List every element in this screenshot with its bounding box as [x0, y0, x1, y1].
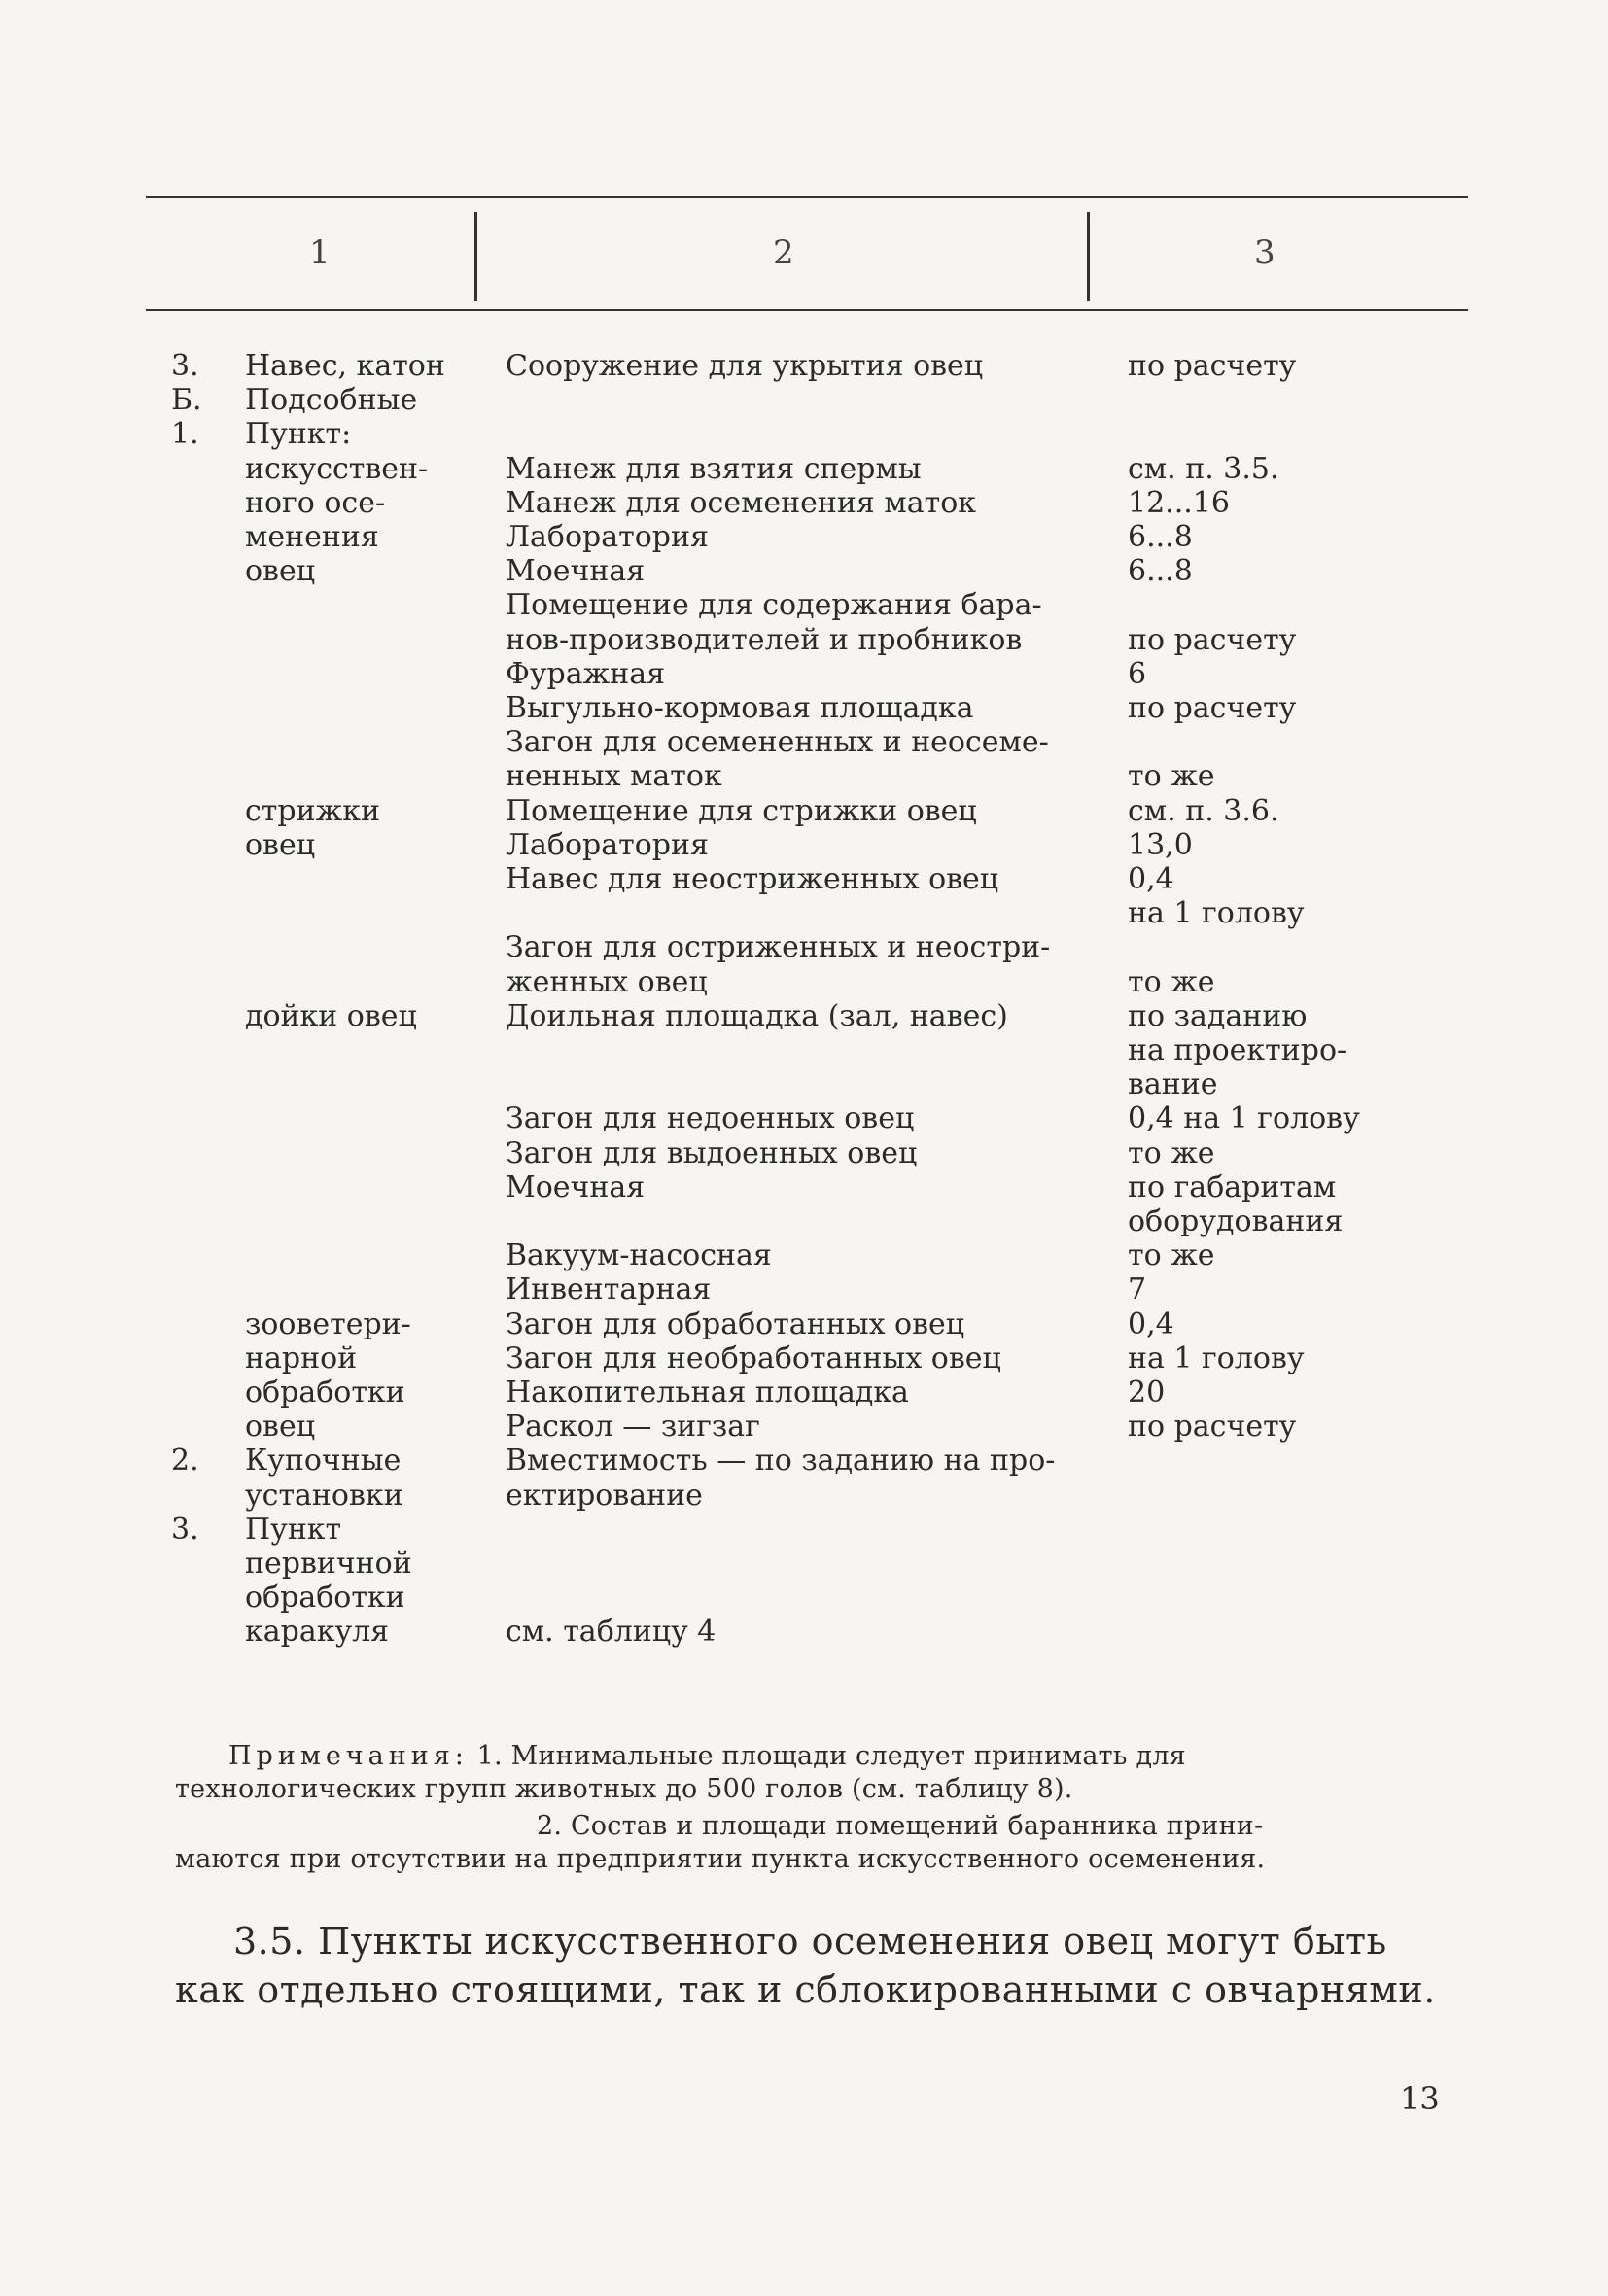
- table-cell-val: 6...8: [1128, 520, 1193, 554]
- header-col-1: 1: [309, 233, 331, 272]
- table-cell-val: по заданию: [1128, 999, 1308, 1033]
- notes-line-4: маются при отсутствии на предприятии пункта искусственного осеменения.: [175, 1844, 1266, 1874]
- table-cell-num: 1.: [171, 417, 199, 451]
- table-cell-name: овец: [245, 1409, 315, 1444]
- table-cell-desc: Вместимость — по заданию на про-: [506, 1444, 1056, 1478]
- table-cell-val: см. п. 3.6.: [1128, 794, 1279, 828]
- table-header-bottom-rule: [146, 309, 1468, 311]
- table-cell-name: обработки: [245, 1581, 405, 1615]
- header-column-separator: [474, 212, 477, 301]
- table-cell-desc: Загон для необработанных овец: [506, 1341, 1001, 1375]
- table-cell-desc: Манеж для взятия спермы: [506, 452, 922, 486]
- table-cell-val: 0,4: [1128, 1307, 1174, 1341]
- table-cell-desc: Раскол — зигзаг: [506, 1409, 760, 1444]
- notes-line-1: [228, 1740, 1186, 1773]
- table-cell-name: искусствен-: [245, 452, 429, 486]
- table-cell-name: Подсобные: [245, 383, 418, 417]
- table-cell-desc: Помещение для содержания бара-: [506, 588, 1042, 622]
- table-cell-desc: Моечная: [506, 554, 646, 588]
- table-cell-desc: Вакуум-насосная: [506, 1238, 772, 1272]
- header-col-3: 3: [1254, 233, 1276, 272]
- table-cell-name: обработки: [245, 1375, 405, 1409]
- table-cell-name: Купочные: [245, 1444, 402, 1478]
- table-cell-desc: ектирование: [506, 1478, 703, 1513]
- table-cell-val: 20: [1128, 1375, 1166, 1409]
- table-cell-name: первичной: [245, 1547, 412, 1581]
- table-cell-desc: Навес для неостриженных овец: [506, 862, 999, 896]
- table-cell-desc: Манеж для осеменения маток: [506, 486, 977, 520]
- table-cell-desc: Лаборатория: [506, 520, 709, 554]
- table-cell-val: по расчету: [1128, 623, 1297, 657]
- table-cell-val: по габаритам: [1128, 1170, 1337, 1204]
- table-cell-val: на 1 голову: [1128, 1341, 1305, 1375]
- table-header-top-rule: [146, 196, 1468, 198]
- table-cell-desc: Инвентарная: [506, 1272, 712, 1306]
- table-cell-desc: Выгульно-кормовая площадка: [506, 691, 974, 725]
- table-cell-val: то же: [1128, 759, 1215, 793]
- table-cell-val: на 1 голову: [1128, 896, 1305, 930]
- table-cell-val: то же: [1128, 1238, 1215, 1272]
- notes-line-2: технологических групп животных до 500 голов (см. таблицу 8).: [175, 1774, 1073, 1804]
- table-cell-desc: Загон для недоенных овец: [506, 1101, 915, 1135]
- table-cell-desc: Загон для остриженных и неостри-: [506, 930, 1051, 964]
- table-cell-desc: Загон для осемененных и неосеме-: [506, 725, 1049, 759]
- table-cell-desc: нов-производителей и пробников: [506, 623, 1023, 657]
- table-cell-num: 2.: [171, 1444, 199, 1478]
- table-cell-val: 6: [1128, 657, 1147, 691]
- table-cell-desc: Накопительная площадка: [506, 1375, 909, 1409]
- table-cell-desc: Сооружение для укрытия овец: [506, 349, 984, 383]
- table-cell-name: овец: [245, 554, 315, 588]
- table-cell-desc: см. таблицу 4: [506, 1615, 717, 1649]
- table-cell-desc: Моечная: [506, 1170, 646, 1204]
- table-cell-num: 3.: [171, 1513, 199, 1547]
- table-cell-val: на проектиро-: [1128, 1033, 1347, 1067]
- table-cell-name: стрижки: [245, 794, 380, 828]
- table-cell-desc: Загон для выдоенных овец: [506, 1136, 918, 1170]
- table-cell-name: дойки овец: [245, 999, 417, 1033]
- table-cell-val: 13,0: [1128, 828, 1193, 862]
- table-cell-desc: Лаборатория: [506, 828, 709, 862]
- table-cell-name: нарной: [245, 1341, 358, 1375]
- table-cell-name: Пункт: [245, 1513, 342, 1547]
- table-cell-val: 7: [1128, 1272, 1147, 1306]
- table-cell-desc: Доильная площадка (зал, навес): [506, 999, 1008, 1033]
- table-cell-desc: Загон для обработанных овец: [506, 1307, 965, 1341]
- table-cell-val: оборудования: [1128, 1204, 1344, 1238]
- header-col-2: 2: [773, 233, 794, 272]
- table-cell-num: Б.: [171, 383, 202, 417]
- table-cell-desc: Помещение для стрижки овец: [506, 794, 977, 828]
- table-cell-val: по расчету: [1128, 691, 1297, 725]
- table-cell-name: установки: [245, 1478, 403, 1513]
- page-number: 13: [1400, 2080, 1440, 2117]
- table-cell-val: вание: [1128, 1067, 1218, 1101]
- table-cell-desc: ненных маток: [506, 759, 722, 793]
- table-cell-val: см. п. 3.5.: [1128, 452, 1279, 486]
- table-cell-name: менения: [245, 520, 379, 554]
- table-cell-val: 0,4 на 1 голову: [1128, 1101, 1360, 1135]
- table-cell-num: 3.: [171, 349, 199, 383]
- table-cell-val: по расчету: [1128, 1409, 1297, 1444]
- table-cell-val: по расчету: [1128, 349, 1297, 383]
- notes-text-1: 1. Минимальные площади следует принимать для: [476, 1741, 1186, 1771]
- notes-label: Примечания:: [228, 1741, 469, 1771]
- table-cell-name: ного осе-: [245, 486, 386, 520]
- header-column-separator: [1087, 212, 1090, 301]
- paragraph-line-1: 3.5. Пункты искусственного осеменения овец могут быть: [233, 1920, 1387, 1963]
- table-cell-desc: Фуражная: [506, 657, 666, 691]
- table-cell-name: каракуля: [245, 1615, 390, 1649]
- table-cell-val: то же: [1128, 965, 1215, 999]
- table-cell-desc: женных овец: [506, 965, 708, 999]
- table-cell-val: 12...16: [1128, 486, 1230, 520]
- table-cell-name: овец: [245, 828, 315, 862]
- table-cell-name: Навес, катон: [245, 349, 445, 383]
- table-cell-val: 0,4: [1128, 862, 1174, 896]
- notes-line-3: 2. Состав и площади помещений баранника прини-: [537, 1811, 1264, 1841]
- paragraph-line-2: как отдельно стоящими, так и сблокированными с овчарнями.: [175, 1968, 1436, 2011]
- table-cell-name: Пункт:: [245, 417, 352, 451]
- table-cell-val: 6...8: [1128, 554, 1193, 588]
- table-cell-val: то же: [1128, 1136, 1215, 1170]
- table-cell-name: зооветери-: [245, 1307, 411, 1341]
